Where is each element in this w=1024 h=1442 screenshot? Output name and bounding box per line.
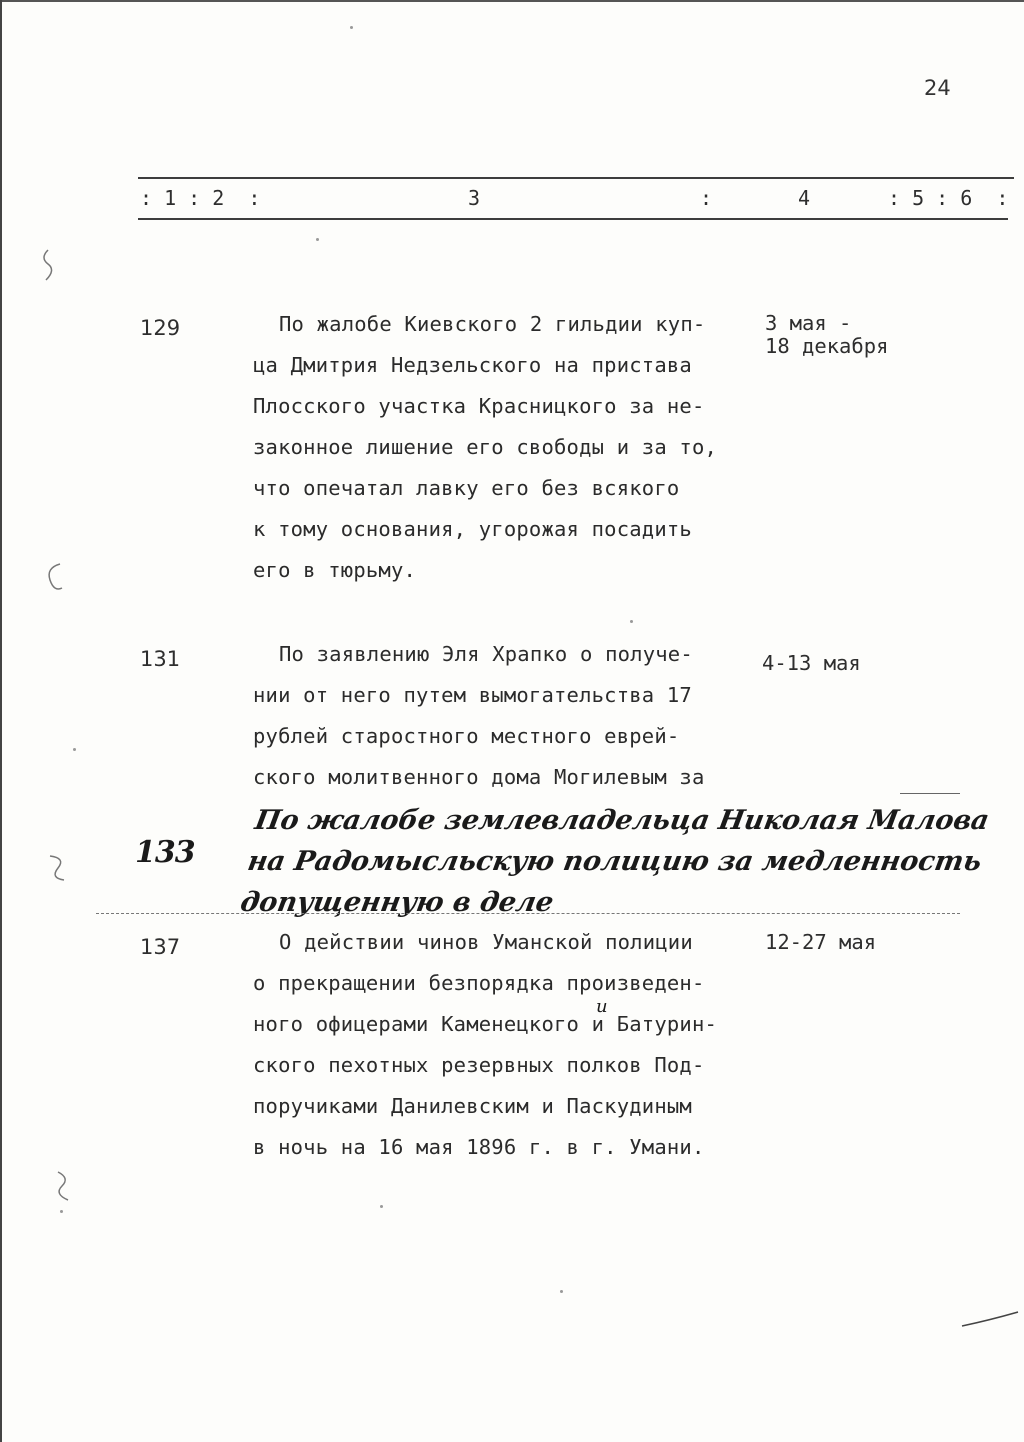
text-line: ного офицерами Каменецкого и Батурин-	[253, 1012, 718, 1036]
header-column-4: 4	[798, 186, 811, 210]
handwritten-line: на Радомысльскую полицию за медленность	[245, 846, 985, 877]
handwritten-insertion-mark: и	[596, 996, 608, 1017]
text-line: По заявлению Эля Храпко о получе-	[279, 642, 693, 666]
margin-scribble-icon	[50, 1168, 76, 1204]
handwritten-line: допущенную в деле	[238, 887, 556, 918]
text-line: Плосского участка Красницкого за не-	[253, 394, 705, 418]
text-line: нии от него путем вымогательства 17	[253, 683, 692, 707]
text-line: что опечатал лавку его без всякого	[253, 476, 680, 500]
handwritten-line: По жалобе землевладельца Николая Малова	[252, 805, 992, 836]
text-line: о прекращении безпорядка произведен-	[253, 971, 705, 995]
date-line: 3 мая -	[765, 311, 852, 335]
header-top-rule	[138, 177, 1014, 179]
header-columns-1-2: : 1 : 2 :	[140, 186, 261, 210]
entry-date	[765, 931, 876, 954]
header-bottom-rule	[138, 218, 1008, 220]
header-separator: :	[700, 186, 713, 210]
text-line: ского молитвенного дома Могилевым за	[253, 765, 705, 789]
entry-description	[253, 922, 733, 1168]
margin-scribble-icon	[36, 248, 60, 284]
date-line: 4-13 мая	[762, 651, 861, 675]
scan-top-edge	[0, 0, 1024, 2]
header-column-3: 3	[468, 186, 481, 210]
text-line: в ночь на 16 мая 1896 г. в г. Умани.	[253, 1135, 705, 1159]
entry-description	[253, 304, 733, 591]
section-divider	[96, 913, 960, 914]
text-line: По жалобе Киевского 2 гильдии куп-	[279, 312, 706, 336]
text-line: рублей старостного местного еврей-	[253, 724, 680, 748]
entry-description	[253, 634, 733, 798]
scan-speck	[630, 620, 633, 623]
scan-left-edge	[0, 0, 2, 1442]
handwritten-entry-description	[237, 800, 992, 923]
date-line: 12-27 мая	[765, 930, 877, 954]
scan-speck	[73, 748, 76, 751]
text-line: его в тюрьму.	[253, 558, 417, 582]
page-number: 24	[924, 76, 951, 100]
scan-speck	[60, 1210, 63, 1213]
text-line: законное лишение его свободы и за то,	[253, 435, 718, 459]
scan-speck	[350, 26, 353, 29]
margin-scribble-icon	[44, 850, 70, 886]
scan-speck	[560, 1290, 563, 1293]
text-line: поручиками Данилевским и Паскудиным	[253, 1094, 692, 1118]
entry-number: 129	[140, 316, 181, 340]
header-columns-5-6: : 5 : 6 :	[888, 186, 1009, 210]
entry-number: 137	[140, 935, 181, 959]
entry-date	[762, 652, 861, 675]
entry-number: 131	[140, 647, 181, 671]
handwritten-entry-number: 133	[135, 835, 195, 870]
text-line: ца Дмитрия Недзельского на пристава	[253, 353, 692, 377]
entry-date	[765, 312, 888, 358]
scan-speck	[380, 1205, 383, 1208]
date-line: 18 декабря	[765, 334, 889, 358]
text-line: О действии чинов Уманской полиции	[279, 930, 693, 954]
margin-scribble-icon	[42, 560, 68, 596]
text-line: ского пехотных резервных полков Под-	[253, 1053, 705, 1077]
scan-speck	[316, 238, 319, 241]
corner-pen-stroke-icon	[960, 1308, 1020, 1330]
text-line: к тому основания, угорожая посадить	[253, 517, 692, 541]
margin-rule	[900, 793, 960, 794]
